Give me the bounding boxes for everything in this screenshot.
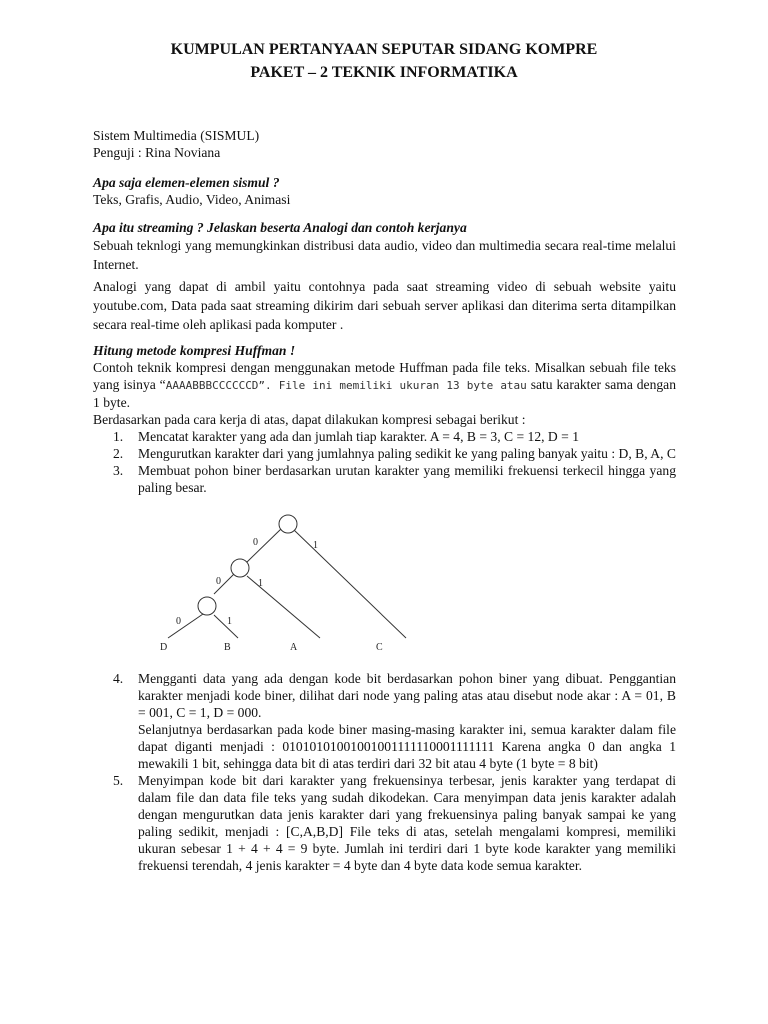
step-item-1 bbox=[93, 428, 676, 445]
answer-3-intro-a: Contoh teknik kompresi dengan menggunakan metode Huffman pada file teks. Misalkan sebuah file teks yang isinya “ bbox=[93, 360, 676, 392]
step-item-4 bbox=[93, 670, 676, 772]
tree-internal-node bbox=[231, 559, 249, 577]
answer-3-intro bbox=[93, 359, 676, 411]
tree-edge bbox=[168, 614, 203, 638]
steps-list-2 bbox=[93, 670, 676, 874]
question-1: Apa saja elemen-elemen sismul ? bbox=[93, 175, 280, 190]
step-text: Mengganti data yang ada dengan kode bit berdasarkan pohon biner yang dibuat. Penggantian karakter menjadi kode biner, dilihat dari node yang paling atas atau disebut node akar : A = 01, B = 001, C = 1, D = 000. bbox=[138, 671, 676, 720]
tree-edge bbox=[214, 615, 238, 638]
step-number: 5. bbox=[113, 773, 124, 788]
subject-name: Sistem Multimedia (SISMUL) bbox=[93, 128, 260, 143]
step-text-continued: Selanjutnya berdasarkan pada kode biner masing-masing karakter ini, semua karakter dalam file dapat diganti menjadi : 01010101001001001111110001111111 Karena angka 0 dan angka 1 mewakili 1 bit, sehingga data bit di atas terdiri dari 32 bit atau 4 byte (1 byte = 8 bit) bbox=[138, 722, 676, 771]
question-2: Apa itu streaming ? Jelaskan beserta Analogi dan contoh kerjanya bbox=[93, 220, 467, 235]
step-text: Mencatat karakter yang ada dan jumlah tiap karakter. A = 4, B = 3, C = 12, D = 1 bbox=[138, 429, 580, 444]
step-number: 3. bbox=[113, 463, 124, 478]
step-number: 4. bbox=[113, 671, 124, 686]
step-item-3 bbox=[93, 462, 676, 496]
answer-3-intro-2: Berdasarkan pada cara kerja di atas, dapat dilakukan kompresi sebagai berikut : bbox=[93, 412, 526, 427]
step-number: 1. bbox=[113, 429, 124, 444]
step-number: 2. bbox=[113, 446, 124, 461]
tree-edge-label: 0 bbox=[216, 576, 221, 587]
step-item-5 bbox=[93, 772, 676, 874]
tree-edge bbox=[294, 530, 406, 638]
subject-block bbox=[93, 127, 676, 161]
tree-edge-label: 1 bbox=[258, 578, 263, 589]
answer-3-intro-b: AAAABBBCCCCCCD”. File ini memiliki ukuran 13 byte atau bbox=[165, 379, 527, 392]
answer-2-paragraph-2: Analogi yang dapat di ambil yaitu contohnya pada saat streaming video di sebuah website yaitu youtube.com, Data pada saat streaming dikirim dari sebuah server aplikasi dan diterima serta ditampilkan secara real-time oleh aplikasi pada komputer . bbox=[93, 279, 676, 332]
tree-leaf-label: A bbox=[290, 642, 298, 653]
answer-3-intro-c: satu karakter sama dengan 1 byte. bbox=[93, 377, 676, 410]
step-text: Mengurutkan karakter dari yang jumlahnya paling sedikit ke yang paling banyak yaitu : D, B, A, C bbox=[138, 446, 676, 461]
tree-internal-node bbox=[198, 597, 216, 615]
examiner-name: Penguji : Rina Noviana bbox=[93, 145, 221, 160]
steps-block-2 bbox=[93, 670, 676, 874]
tree-leaf-label: B bbox=[224, 642, 231, 653]
tree-edge-label: 1 bbox=[227, 616, 232, 627]
tree-edge-label: 0 bbox=[253, 537, 258, 548]
tree-edge-label: 1 bbox=[313, 540, 318, 551]
tree-edge-label: 0 bbox=[176, 616, 181, 627]
tree-leaf-label: C bbox=[376, 642, 383, 653]
steps-list-1 bbox=[93, 428, 676, 496]
document-title-line2: PAKET – 2 TEKNIK INFORMATIKA bbox=[250, 64, 518, 81]
step-item-2 bbox=[93, 445, 676, 462]
huffman-tree-diagram bbox=[140, 510, 420, 655]
question-1-block bbox=[93, 174, 676, 208]
document-title-line1: KUMPULAN PERTANYAAN SEPUTAR SIDANG KOMPRE bbox=[170, 41, 598, 58]
answer-2-paragraph-1: Sebuah teknlogi yang memungkinkan distribusi data audio, video dan multimedia secara real-time melalui Internet. bbox=[93, 238, 676, 272]
question-3-block bbox=[93, 342, 676, 496]
question-3: Hitung metode kompresi Huffman ! bbox=[93, 343, 296, 358]
answer-1: Teks, Grafis, Audio, Video, Animasi bbox=[93, 192, 291, 207]
tree-leaf-label: D bbox=[160, 642, 168, 653]
tree-root-node bbox=[279, 515, 297, 533]
step-text: Membuat pohon biner berdasarkan urutan karakter yang memiliki frekuensi terkecil hingga yang paling besar. bbox=[138, 463, 676, 495]
step-text: Menyimpan kode bit dari karakter yang frekuensinya terbesar, jenis karakter yang terdapat di dalam file dan data file teks yang sudah dikodekan. Cara menyimpan data jenis karakter adalah dengan mengurutkan data jenis karakter dari yang frekuensinya paling banyak sampai ke yang paling sedikit, menjadi : [C,A,B,D] File teks di atas, setelah mengalami kompresi, memiliki ukuran sebesar 1 + 4 + 4 = 9 byte. Jumlah ini terdiri dari 1 byte kode karakter yang memiliki frekuensi terendah, 4 jenis karakter = 4 byte dan 4 byte data kode semua karakter. bbox=[138, 773, 676, 873]
question-2-block bbox=[93, 219, 676, 334]
